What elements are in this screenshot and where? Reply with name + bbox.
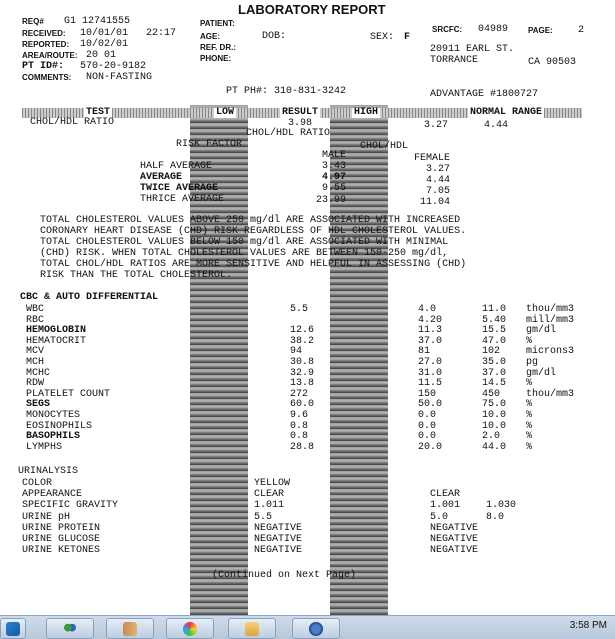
- windows-taskbar: [0, 615, 615, 639]
- urinalysis-range-low: NEGATIVE: [430, 545, 479, 557]
- cbc-range-low: 37.0: [418, 335, 443, 347]
- urinalysis-test-name: APPEARANCE: [22, 489, 83, 501]
- cbc-range-high: 450: [482, 388, 501, 400]
- cbc-result: 13.8: [290, 378, 315, 390]
- taskbar-app-users[interactable]: [46, 618, 94, 639]
- chol-female-header: FEMALE: [414, 153, 451, 164]
- cbc-unit: %: [526, 335, 533, 347]
- cbc-test-name: HEMATOCRIT: [26, 335, 87, 347]
- low-column-shading: [190, 105, 248, 615]
- risk-row-male: 4.97: [322, 172, 347, 183]
- continued-note: (Continued on Next Page): [212, 570, 357, 581]
- cbc-range-high: 102: [482, 346, 501, 358]
- advantage-number: ADVANTAGE #1800727: [430, 89, 539, 100]
- urinalysis-test-name: URINE PROTEIN: [22, 522, 101, 534]
- cbc-range-high: 75.0: [482, 399, 507, 411]
- cbc-range-low: 27.0: [418, 357, 443, 368]
- risk-row-female: 11.04: [420, 197, 451, 208]
- cbc-unit: %: [526, 399, 533, 411]
- note-line: TOTAL CHOL/HDL RATIOS ARE MORE SENSITIVE AND HELPFUL IN ASSESSING (CHD): [40, 259, 467, 270]
- cbc-test-name: WBC: [26, 304, 45, 315]
- cbc-result: 30.8: [290, 357, 315, 368]
- cbc-unit: gm/dl: [526, 325, 557, 337]
- start-button[interactable]: [0, 618, 26, 639]
- cbc-range-high: 11.0: [482, 304, 507, 315]
- req-label: REQ#: [22, 17, 44, 26]
- risk-row-male: 3.43: [322, 161, 347, 172]
- cbc-range-high: 10.0: [482, 420, 507, 432]
- cbc-result: 9.6: [290, 410, 309, 421]
- cbc-unit: thou/mm3: [526, 388, 575, 400]
- cbc-range-low: 11.5: [418, 378, 443, 390]
- risk-row-female: 7.05: [426, 186, 451, 197]
- urinalysis-test-name: URINE pH: [22, 511, 71, 523]
- urinalysis-test-name: URINE GLUCOSE: [22, 534, 101, 545]
- cbc-unit: %: [526, 441, 533, 453]
- urinalysis-range-high: 1.030: [486, 500, 517, 512]
- cbc-unit: %: [526, 420, 533, 432]
- cbc-range-low: 4.0: [418, 304, 437, 315]
- urinalysis-result: NEGATIVE: [254, 534, 303, 545]
- urinalysis-range-low: NEGATIVE: [430, 522, 479, 534]
- area-value: 20 01: [86, 50, 117, 61]
- risk-row-female: 4.44: [426, 175, 451, 186]
- area-label: AREA/ROUTE:: [22, 51, 78, 60]
- chol-result: 3.98: [288, 118, 313, 129]
- cbc-result: 28.8: [290, 441, 315, 453]
- cbc-test-name: MCV: [26, 346, 45, 358]
- note-line: TOTAL CHOLESTEROL VALUES ABOVE 250 mg/dl ARE ASSOCIATED WITH INCREASED: [40, 215, 461, 226]
- cbc-test-name: MCH: [26, 357, 45, 368]
- comments-label: COMMENTS:: [22, 73, 72, 82]
- cbc-test-name: RBC: [26, 314, 45, 326]
- cbc-range-low: 31.0: [418, 367, 443, 379]
- urinalysis-result: NEGATIVE: [254, 522, 303, 534]
- cbc-range-high: 35.0: [482, 357, 507, 368]
- chol-name: CHOL/HDL RATIO: [30, 117, 115, 128]
- start-icon: [6, 622, 20, 636]
- page-label: PAGE:: [528, 26, 553, 35]
- cbc-unit: microns3: [526, 346, 575, 358]
- taskbar-app-paint[interactable]: [166, 618, 214, 639]
- received-label: RECEIVED:: [22, 29, 66, 38]
- urinalysis-test-name: URINE KETONES: [22, 545, 101, 557]
- urinalysis-test-name: COLOR: [22, 478, 53, 489]
- urinalysis-range-high: 8.0: [486, 511, 505, 523]
- reported-label: REPORTED:: [22, 40, 70, 49]
- cbc-range-high: 15.5: [482, 325, 507, 337]
- note-line: CORONARY HEART DISEASE (CHD) RISK REGARDLESS OF HDL CHOLESTEROL VALUES.: [40, 226, 467, 237]
- urinalysis-result: YELLOW: [254, 478, 291, 489]
- cbc-test-name: BASOPHILS: [26, 431, 81, 443]
- urinalysis-range-low: CLEAR: [430, 489, 461, 501]
- page-value: 2: [578, 25, 585, 36]
- risk-row-label: HALF AVERAGE: [140, 161, 213, 172]
- header-low: LOW: [216, 107, 235, 118]
- paint-icon: [183, 622, 197, 636]
- comments-value: NON-FASTING: [86, 72, 153, 83]
- cbc-result: 0.8: [290, 431, 309, 443]
- risk-row-label: AVERAGE: [140, 172, 183, 183]
- cbc-result: 38.2: [290, 335, 315, 347]
- srcfc-label: SRCFC:: [432, 25, 463, 34]
- header-high: HIGH: [354, 107, 379, 118]
- address-line1: 20911 EARL ST.: [430, 44, 515, 55]
- urinalysis-test-name: SPECIFIC GRAVITY: [22, 500, 119, 512]
- urinalysis-range-low: NEGATIVE: [430, 534, 479, 545]
- cbc-unit: %: [526, 378, 533, 390]
- cbc-unit: thou/mm3: [526, 304, 575, 315]
- cbc-range-low: 20.0: [418, 441, 443, 453]
- note-line: TOTAL CHOLESTEROL VALUES BELOW 150 mg/dl ARE ASSOCIATED WITH MINIMAL: [40, 237, 449, 248]
- document-icon: [245, 622, 259, 636]
- address-line2: TORRANCE: [430, 55, 479, 66]
- urinalysis-result: 5.5: [254, 511, 273, 523]
- cbc-test-name: EOSINOPHILS: [26, 420, 93, 432]
- cbc-range-low: 81: [418, 346, 431, 358]
- age-label: AGE:: [200, 32, 220, 41]
- urinalysis-result: NEGATIVE: [254, 545, 303, 557]
- ptid-value: 570-20-9182: [80, 61, 147, 72]
- cbc-test-name: MCHC: [26, 367, 51, 379]
- received-value: 10/01/01 22:17: [80, 28, 177, 39]
- cbc-result: 94: [290, 346, 303, 358]
- chol-male-header: MALE: [322, 150, 347, 161]
- cbc-unit: %: [526, 410, 533, 421]
- note-line: (CHD) RISK. WHEN TOTAL CHOLESTEROL VALUES ARE BETWEEN 150-250 mg/dl,: [40, 248, 449, 259]
- chol-range-low: 3.27: [424, 120, 449, 131]
- sex-label: SEX:: [370, 32, 395, 43]
- cbc-title: CBC & AUTO DIFFERENTIAL: [20, 292, 159, 303]
- cbc-unit: mill/mm3: [526, 314, 575, 326]
- chol-risk-title: RISK FACTOR: [176, 139, 243, 150]
- cbc-range-high: 5.40: [482, 314, 507, 326]
- cbc-range-low: 4.20: [418, 314, 443, 326]
- cbc-range-low: 0.0: [418, 410, 437, 421]
- cbc-test-name: SEGS: [26, 399, 51, 411]
- risk-row-label: THRICE AVERAGE: [140, 194, 225, 205]
- header-test: TEST: [86, 107, 111, 118]
- browser-icon: [309, 622, 323, 636]
- dob-label: DOB:: [262, 31, 287, 42]
- patient-phone: PT PH#: 310-831-3242: [226, 86, 347, 97]
- cbc-test-name: RDW: [26, 378, 45, 390]
- users-icon: [63, 622, 77, 636]
- refdr-label: REF. DR.:: [200, 43, 236, 52]
- cbc-range-low: 0.0: [418, 420, 437, 432]
- cbc-unit: gm/dl: [526, 367, 557, 379]
- cbc-test-name: PLATELET COUNT: [26, 388, 111, 400]
- header-result: RESULT: [282, 107, 319, 118]
- cbc-unit: %: [526, 431, 533, 443]
- urinalysis-range-low: 1.001: [430, 500, 461, 512]
- chol-ratio-title: CHOL/HDL RATIO: [246, 128, 331, 139]
- urinalysis-title: URINALYSIS: [18, 466, 79, 477]
- cbc-range-high: 47.0: [482, 335, 507, 347]
- risk-row-female: 3.27: [426, 164, 451, 175]
- urinalysis-result: 1.011: [254, 500, 285, 512]
- cbc-range-low: 50.0: [418, 399, 443, 411]
- taskbar-app-handshake[interactable]: [106, 618, 154, 639]
- cbc-unit: pg: [526, 357, 539, 368]
- taskbar-app-browser[interactable]: [292, 618, 340, 639]
- cbc-result: 5.5: [290, 304, 309, 315]
- cbc-result: 0.8: [290, 420, 309, 432]
- urinalysis-range-low: 5.0: [430, 511, 449, 523]
- cbc-test-name: LYMPHS: [26, 441, 63, 453]
- cbc-result: 60.0: [290, 399, 315, 411]
- chol-range-high: 4.44: [484, 120, 509, 131]
- address-line3: CA 90503: [528, 57, 577, 68]
- report-title: LABORATORY REPORT: [238, 2, 386, 17]
- cbc-test-name: HEMOGLOBIN: [26, 325, 87, 337]
- cbc-range-low: 11.3: [418, 325, 443, 337]
- phone-label: PHONE:: [200, 54, 232, 63]
- cbc-result: 272: [290, 388, 309, 400]
- risk-row-label: TWICE AVERAGE: [140, 183, 219, 194]
- srcfc-value: 04989: [478, 24, 509, 35]
- cbc-result: 32.9: [290, 367, 315, 379]
- cbc-range-high: 44.0: [482, 441, 507, 453]
- reported-value: 10/02/01: [80, 39, 129, 50]
- taskbar-clock[interactable]: 3:58 PM: [569, 620, 607, 631]
- sex-value: F: [404, 32, 411, 43]
- cbc-range-high: 2.0: [482, 431, 501, 443]
- cbc-range-low: 150: [418, 388, 437, 400]
- cbc-result: 12.6: [290, 325, 315, 337]
- ptid-label: PT ID#:: [22, 61, 65, 72]
- urinalysis-result: CLEAR: [254, 489, 285, 501]
- taskbar-app-document[interactable]: [228, 618, 276, 639]
- req-value: G1 12741555: [64, 16, 131, 27]
- risk-row-male: 23.99: [316, 195, 347, 206]
- handshake-icon: [123, 622, 137, 636]
- risk-row-male: 9.55: [322, 183, 347, 194]
- chol-mid-title: CHOL/HDL: [360, 141, 409, 152]
- patient-label: PATIENT:: [200, 19, 235, 28]
- cbc-range-high: 37.0: [482, 367, 507, 379]
- cbc-range-low: 0.0: [418, 431, 437, 443]
- cbc-test-name: MONOCYTES: [26, 410, 81, 421]
- note-line: RISK THAN THE TOTAL CHOLESTEROL.: [40, 270, 233, 281]
- cbc-range-high: 10.0: [482, 410, 507, 421]
- cbc-range-high: 14.5: [482, 378, 507, 390]
- header-normal-range: NORMAL RANGE: [470, 107, 543, 118]
